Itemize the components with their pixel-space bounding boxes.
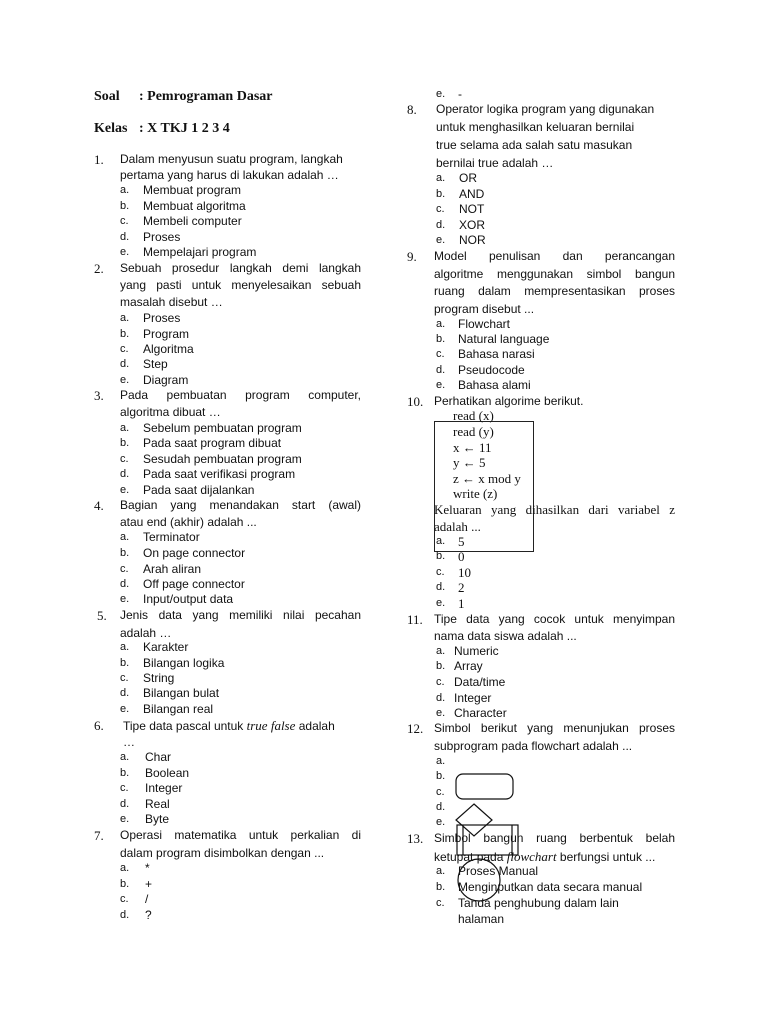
q1-c-letter: c. (120, 215, 129, 227)
q1-b-letter: b. (120, 200, 130, 212)
q9-b-letter: b. (436, 333, 446, 345)
q9-text-3: ruang dalam mempresentasikan proses (434, 284, 675, 298)
q7-e-letter: e. (436, 88, 446, 100)
q13-a-letter: a. (436, 865, 446, 877)
q3-option-e: Pada saat dijalankan (143, 483, 255, 497)
q1-option-a: Membuat program (143, 183, 242, 197)
q5-c-letter: c. (120, 672, 129, 684)
q11-option-d: Integer (454, 691, 492, 705)
q7-option-c: / (145, 892, 149, 906)
q1-option-d: Proses (143, 230, 181, 244)
q10-c-letter: c. (436, 566, 445, 578)
q3-d-letter: d. (120, 468, 130, 480)
q9-option-d: Pseudocode (458, 363, 525, 377)
soal-value: : Pemrograman Dasar (139, 89, 273, 104)
terminator-symbol (456, 774, 513, 799)
q2-option-d: Step (143, 357, 168, 371)
q6-e-letter: e. (120, 813, 130, 825)
q9-e-letter: e. (436, 379, 446, 391)
q7-a-letter: a. (120, 862, 130, 874)
q2-option-b: Program (143, 327, 190, 341)
q2-number: 2. (94, 261, 104, 276)
q8-option-d: XOR (459, 218, 486, 232)
q9-option-e: Bahasa alami (458, 378, 531, 392)
q6-number: 6. (94, 718, 104, 733)
q12-e-letter: e. (436, 816, 446, 828)
q6-b-letter: b. (120, 767, 130, 779)
q2-text-2: yang pasti untuk menyelesaikan sebuah (120, 278, 361, 292)
q2-d-letter: d. (120, 358, 130, 370)
q2-option-e: Diagram (143, 373, 189, 387)
q11-number: 11. (407, 612, 423, 627)
q6-c-letter: c. (120, 782, 129, 794)
q1-number: 1. (94, 152, 104, 167)
q10-option-c: 10 (458, 565, 471, 580)
q7-number: 7. (94, 828, 104, 843)
q13-text-1: Simbol bangun ruang berbentuk belah (434, 831, 675, 845)
q10-b-letter: b. (436, 550, 446, 562)
q7-option-b: + (145, 877, 153, 891)
q7-b-letter: b. (120, 878, 130, 890)
q10-text-1: Perhatikan algorime berikut. (434, 394, 584, 408)
q4-option-d: Off page connector (143, 577, 245, 591)
q13-text-2b: flowchart (506, 849, 557, 864)
q2-c-letter: c. (120, 343, 129, 355)
q7-text-1: Operasi matematika untuk perkalian di (120, 828, 361, 842)
q8-option-c: NOT (459, 202, 485, 216)
q6-a-letter: a. (120, 751, 130, 763)
q9-number: 9. (407, 249, 417, 264)
q11-a-letter: a. (436, 645, 446, 657)
q3-c-letter: c. (120, 453, 129, 465)
q2-e-letter: e. (120, 374, 130, 386)
q11-e-letter: e. (436, 707, 446, 719)
q13-c-letter: c. (436, 897, 445, 909)
q6-option-b: Boolean (145, 766, 190, 780)
q6-option-e: Byte (145, 812, 170, 826)
q4-a-letter: a. (120, 531, 130, 543)
q5-b-letter: b. (120, 657, 130, 669)
q2-text-3: masalah disebut … (120, 295, 223, 309)
q7-option-d: ? (145, 908, 152, 922)
q10-option-e: 1 (458, 596, 465, 611)
q3-option-c: Sesudah pembuatan program (143, 452, 302, 466)
q5-option-e: Bilangan real (143, 702, 214, 716)
q8-a-letter: a. (436, 172, 446, 184)
q4-text-2: atau end (akhir) adalah ... (120, 515, 257, 529)
algo-line-1: read (x) (453, 408, 494, 423)
q12-d-letter: d. (436, 801, 446, 813)
q5-d-letter: d. (120, 687, 130, 699)
algo-line-3: x ← 11 (453, 440, 492, 455)
q8-option-a: OR (459, 171, 477, 185)
q1-option-e: Mempelajari program (143, 245, 257, 259)
q11-option-b: Array (454, 659, 483, 673)
q8-b-letter: b. (436, 188, 446, 200)
q9-option-a: Flowchart (458, 317, 511, 331)
q13-text-2c: berfungsi untuk ... (556, 850, 656, 864)
q3-e-letter: e. (120, 484, 130, 496)
algo-line-5: z ← x mod y (453, 471, 521, 486)
q13-b-letter: b. (436, 881, 446, 893)
q11-option-a: Numeric (454, 644, 499, 658)
q1-a-letter: a. (120, 184, 130, 196)
q13-number: 13. (407, 831, 424, 846)
q7-text-2: dalam program disimbolkan dengan ... (120, 846, 325, 860)
q11-d-letter: d. (436, 692, 446, 704)
q8-option-e: NOR (459, 233, 486, 247)
q7-option-a: * (145, 861, 150, 875)
q3-text-1: Pada pembuatan program computer, (120, 388, 361, 402)
q1-text-1: Dalam menyusun suatu program, langkah (120, 152, 343, 166)
q10-e-letter: e. (436, 597, 446, 609)
q1-e-letter: e. (120, 246, 130, 258)
q10-a-letter: a. (436, 535, 446, 547)
algo-line-6: write (z) (453, 486, 498, 501)
q5-option-c: String (143, 671, 175, 685)
q5-a-letter: a. (120, 641, 130, 653)
q11-b-letter: b. (436, 660, 446, 672)
q4-e-letter: e. (120, 593, 130, 605)
q9-a-letter: a. (436, 318, 446, 330)
q9-c-letter: c. (436, 348, 445, 360)
q8-text-1: Operator logika program yang digunakan (436, 102, 655, 116)
q11-text-2: nama data siswa adalah ... (434, 629, 577, 643)
q3-option-a: Sebelum pembuatan program (143, 421, 302, 435)
q13-option-a: Proses Manual (458, 864, 539, 878)
q4-text-1: Bagian yang menandakan start (awal) (120, 498, 361, 512)
q2-a-letter: a. (120, 312, 130, 324)
q3-text-2: algoritma dibuat … (120, 405, 221, 419)
q2-b-letter: b. (120, 328, 130, 340)
q8-c-letter: c. (436, 203, 445, 215)
q10-d-letter: d. (436, 581, 446, 593)
q9-option-b: Natural language (458, 332, 550, 346)
algo-line-2: read (y) (453, 424, 494, 439)
q5-text-1: Jenis data yang memiliki nilai pecahan (120, 608, 361, 622)
q13-option-c: Tanda penghubung dalam lain (458, 896, 619, 910)
q12-number: 12. (407, 721, 424, 736)
q6-text-1a: Tipe data pascal untuk (123, 719, 247, 733)
q3-number: 3. (94, 388, 104, 403)
kelas-value: : X TKJ 1 2 3 4 (139, 121, 230, 136)
q8-text-4: bernilai true adalah … (436, 156, 554, 170)
q10-option-a: 5 (458, 534, 465, 549)
q5-option-b: Bilangan logika (143, 656, 225, 670)
q10-text-3: adalah ... (434, 519, 481, 534)
q8-text-3: true selama ada salah satu masukan (436, 138, 633, 152)
q5-number: 5. (97, 608, 107, 623)
q13-option-b: Menginputkan data secara manual (458, 880, 643, 894)
q4-option-c: Arah aliran (143, 562, 202, 576)
q3-a-letter: a. (120, 422, 130, 434)
kelas-label: Kelas (94, 121, 128, 136)
q4-number: 4. (94, 498, 104, 513)
q9-text-2: algoritme menggunakan simbol bangun (434, 267, 675, 281)
q10-text-2: Keluaran yang dihasilkan dari variabel z (434, 502, 675, 517)
q6-option-a: Char (145, 750, 172, 764)
q2-text-1: Sebuah prosedur langkah demi langkah (120, 261, 361, 275)
q12-b-letter: b. (436, 770, 446, 782)
q5-e-letter: e. (120, 703, 130, 715)
connector-symbol (458, 859, 500, 901)
q1-text-2: pertama yang harus di lakukan adalah … (120, 168, 339, 182)
q13-option-c-cont: halaman (458, 912, 505, 926)
q12-text-2: subprogram pada flowchart adalah ... (434, 739, 633, 753)
q12-a-letter: a. (436, 755, 446, 767)
q1-option-b: Membuat algoritma (143, 199, 246, 213)
q10-number: 10. (407, 394, 424, 409)
q6-d-letter: d. (120, 798, 130, 810)
q4-d-letter: d. (120, 578, 130, 590)
q11-option-e: Character (454, 706, 507, 720)
q10-option-d: 2 (458, 580, 465, 595)
q7-d-letter: d. (120, 909, 130, 921)
q5-option-d: Bilangan bulat (143, 686, 220, 700)
q5-text-2: adalah … (120, 626, 172, 640)
q1-option-c: Membeli computer (143, 214, 242, 228)
q12-c-letter: c. (436, 786, 445, 798)
q13-text-2a: ketupat pada (434, 850, 507, 864)
q3-option-b: Pada saat program dibuat (143, 436, 282, 450)
q4-b-letter: b. (120, 547, 130, 559)
q4-c-letter: c. (120, 563, 129, 575)
q4-option-e: Input/output data (143, 592, 234, 606)
algo-line-4: y ← 5 (453, 455, 486, 470)
q6-option-d: Real (145, 797, 170, 811)
q6-text-1c: adalah (295, 719, 335, 733)
q10-option-b: 0 (458, 549, 465, 564)
q1-d-letter: d. (120, 231, 130, 243)
q11-text-1: Tipe data yang cocok untuk menyimpan (434, 612, 675, 626)
q8-number: 8. (407, 102, 417, 117)
q7-c-letter: c. (120, 893, 129, 905)
q6-text-1b: true false (246, 718, 296, 733)
q6-option-c: Integer (145, 781, 183, 795)
q9-option-c: Bahasa narasi (458, 347, 535, 361)
q8-text-2: untuk menghasilkan keluaran bernilai (436, 120, 635, 134)
q3-b-letter: b. (120, 437, 130, 449)
q5-option-a: Karakter (143, 640, 189, 654)
q2-option-a: Proses (143, 311, 181, 325)
decision-symbol (456, 804, 492, 836)
q11-c-letter: c. (436, 676, 445, 688)
q9-d-letter: d. (436, 364, 446, 376)
q12-text-1: Simbol berikut yang menunjukan proses (434, 721, 675, 735)
q4-option-b: On page connector (143, 546, 246, 560)
q3-option-d: Pada saat verifikasi program (143, 467, 296, 481)
q8-e-letter: e. (436, 234, 446, 246)
q9-text-1: Model penulisan dan perancangan (434, 249, 675, 263)
q2-option-c: Algoritma (143, 342, 194, 356)
q4-option-a: Terminator (143, 530, 200, 544)
soal-label: Soal (94, 89, 120, 104)
q8-d-letter: d. (436, 219, 446, 231)
q8-option-b: AND (459, 187, 485, 201)
q11-option-c: Data/time (454, 675, 506, 689)
q9-text-4: program disebut ... (434, 302, 535, 316)
q6-text-2: … (123, 735, 135, 749)
q7-option-e: - (458, 87, 462, 101)
